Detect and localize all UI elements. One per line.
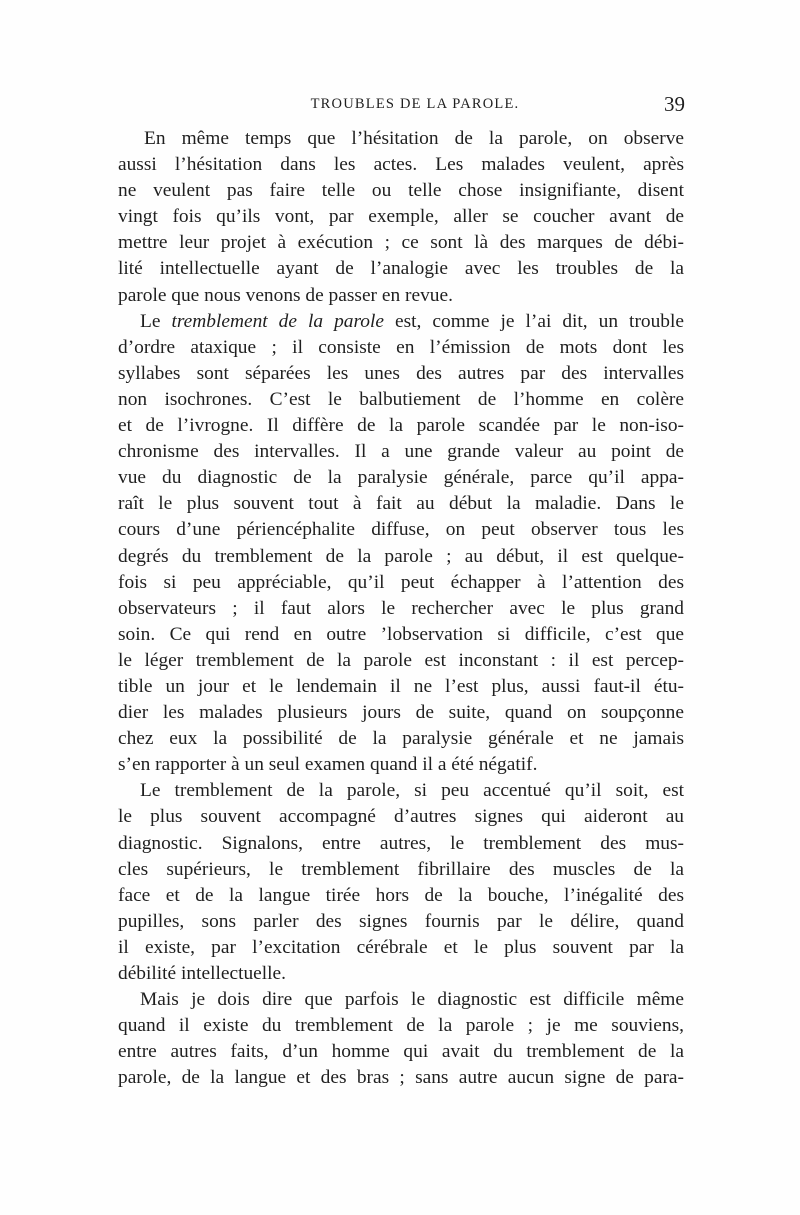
text-fragment: est, comme je l’ai dit, un trouble xyxy=(384,310,684,332)
text-line: chronisme des intervalles. Il a une grande valeur au point de xyxy=(118,441,684,463)
text-line: s’en rapporter à un seul examen quand il a été négatif. xyxy=(118,754,538,776)
page-number: 39 xyxy=(664,92,685,116)
text-line: vue du diagnostic de la paralysie générale, parce qu’il appa- xyxy=(118,467,684,489)
text-line: Mais je dois dire que parfois le diagnostic est difficile même xyxy=(140,989,684,1011)
text-line: En même temps que l’hésitation de la parole, on observe xyxy=(144,128,684,149)
text-line: Le tremblement de la parole, si peu accentué qu’il soit, est xyxy=(140,780,684,802)
text-line-with-italic xyxy=(118,309,684,335)
text-line: syllabes sont séparées les unes des autres par des intervalles xyxy=(118,362,684,384)
text-line: pupilles, sons parler des signes fournis par le délire, quand xyxy=(118,910,684,932)
text-fragment: Le xyxy=(140,310,172,332)
text-line: quand il existe du tremblement de la parole ; je me souviens, xyxy=(118,1015,684,1037)
text-line: parole, de la langue et des bras ; sans autre aucun signe de para- xyxy=(118,1067,684,1089)
text-line: le plus souvent accompagné d’autres signes qui aideront au xyxy=(118,806,684,828)
text-line: d’ordre ataxique ; il consiste en l’émission de mots dont les xyxy=(118,336,684,358)
text-line: cles supérieurs, le tremblement fibrillaire des muscles de la xyxy=(118,858,684,880)
text-line: chez eux la possibilité de la paralysie générale et ne jamais xyxy=(118,728,684,750)
text-line: diagnostic. Signalons, entre autres, le tremblement des mus- xyxy=(118,832,684,854)
italic-term: tremblement de la parole xyxy=(171,310,384,332)
text-line: il existe, par l’excitation cérébrale et le plus souvent par la xyxy=(118,936,684,958)
text-line: et de l’ivrogne. Il diffère de la parole scandée par le non-iso- xyxy=(118,415,684,437)
text-line: mettre leur projet à exécution ; ce sont là des marques de débi- xyxy=(118,232,684,254)
text-line: entre autres faits, d’un homme qui avait du tremblement de la xyxy=(118,1041,684,1063)
running-title: TROUBLES DE LA PAROLE. xyxy=(310,96,520,112)
text-line: le léger tremblement de la parole est inconstant : il est percep- xyxy=(118,649,684,671)
body-text xyxy=(118,126,684,1091)
text-line: aussi l’hésitation dans les actes. Les malades veulent, après xyxy=(118,154,684,176)
text-line: raît le plus souvent tout à fait au début la maladie. Dans le xyxy=(118,493,684,515)
text-line: degrés du tremblement de la parole ; au début, il est quelque- xyxy=(118,545,684,567)
text-line: fois si peu appréciable, qu’il peut échapper à l’attention des xyxy=(118,571,684,593)
text-line: cours d’une périencéphalite diffuse, on peut observer tous les xyxy=(118,519,684,541)
text-line: soin. Ce qui rend en outre ’lobservation si difficile, c’est que xyxy=(118,623,684,645)
text-line: débilité intellectuelle. xyxy=(118,963,286,984)
running-head xyxy=(115,92,685,120)
text-line: face et de la langue tirée hors de la bouche, l’inégalité des xyxy=(118,884,684,906)
text-line: vingt fois qu’ils vont, par exemple, aller se coucher avant de xyxy=(118,206,684,228)
text-line: non isochrones. C’est le balbutiement de l’homme en colère xyxy=(118,388,684,410)
text-line: observateurs ; il faut alors le rechercher avec le plus grand xyxy=(118,597,684,619)
text-line: parole que nous venons de passer en revue. xyxy=(118,284,453,306)
text-line: dier les malades plusieurs jours de suite, quand on soupçonne xyxy=(118,702,684,724)
text-line: lité intellectuelle ayant de l’analogie avec les troubles de la xyxy=(118,258,684,280)
text-line: ne veulent pas faire telle ou telle chose insignifiante, disent xyxy=(118,180,684,202)
text-line: tible un jour et le lendemain il ne l’est plus, aussi faut-il étu- xyxy=(118,675,684,697)
